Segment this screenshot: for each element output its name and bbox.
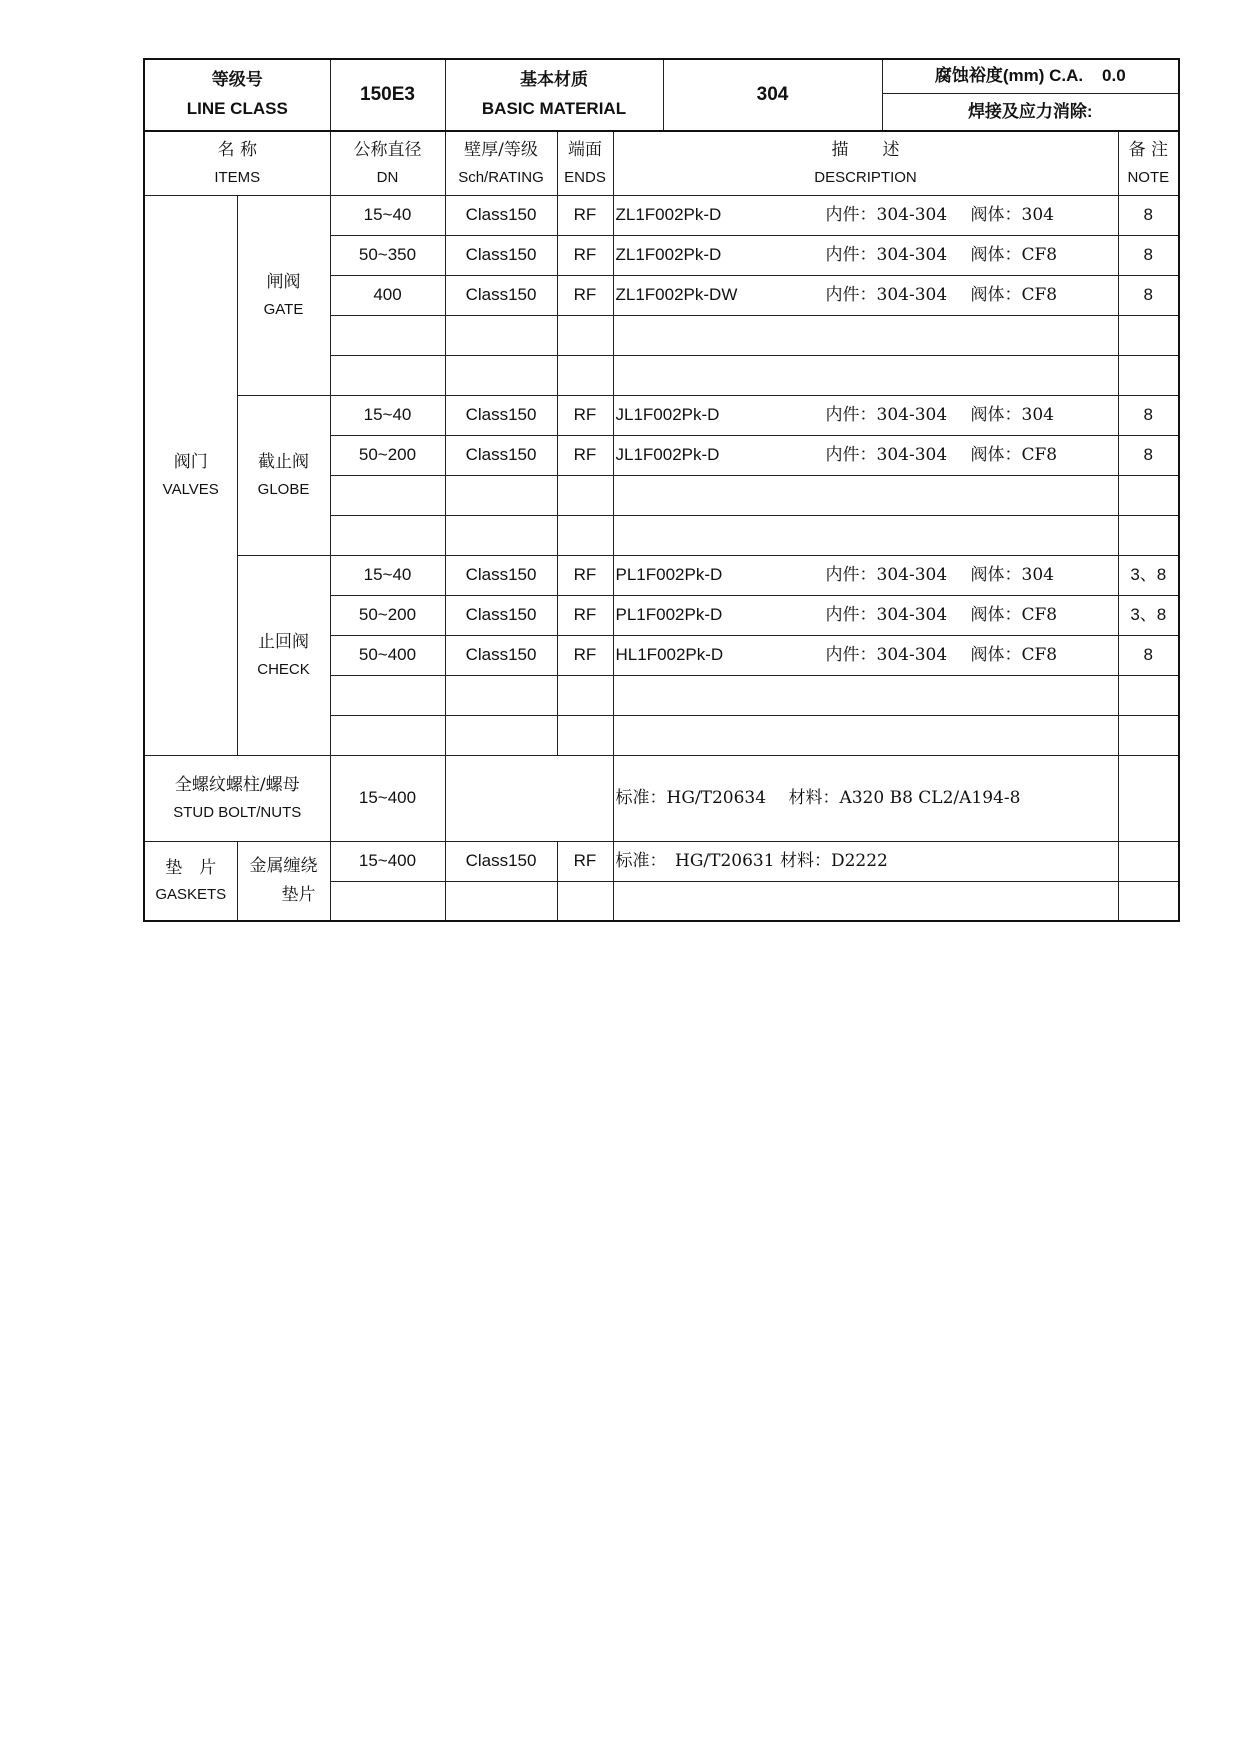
note-cell: 8 xyxy=(1118,635,1179,675)
col-note: 备 注 NOTE xyxy=(1118,131,1179,195)
rating-cell: Class150 xyxy=(445,841,557,881)
description-cell: ZL1F002Pk-DW 内件：304-304 阀体：CF8 xyxy=(613,275,1118,315)
col-rating: 壁厚/等级 Sch/RATING xyxy=(445,131,557,195)
basic-material-cn: 基本材质 xyxy=(520,70,588,90)
bolts-label: 全螺纹螺柱/螺母 STUD BOLT/NUTS xyxy=(144,755,330,841)
gate-valve-label: 闸阀 GATE xyxy=(237,195,330,395)
dn-cell: 15~40 xyxy=(330,555,445,595)
description-cell: PL1F002Pk-D 内件：304-304 阀体：304 xyxy=(613,555,1118,595)
gaskets-label: 垫 片 GASKETS xyxy=(144,841,237,921)
valves-group-label: 阀门 VALVES xyxy=(144,195,237,755)
basic-material-header xyxy=(445,59,663,131)
col-ends: 端面 ENDS xyxy=(557,131,613,195)
basic-material-en: BASIC MATERIAL xyxy=(481,99,627,118)
rating-cell: Class150 xyxy=(445,235,557,275)
table-row xyxy=(144,755,1179,841)
rating-cell: Class150 xyxy=(445,435,557,475)
ends-cell: RF xyxy=(557,555,613,595)
description-cell: JL1F002Pk-D 内件：304-304 阀体：CF8 xyxy=(613,435,1118,475)
description-cell: PL1F002Pk-D 内件：304-304 阀体：CF8 xyxy=(613,595,1118,635)
table-row xyxy=(144,841,1179,881)
rating-cell: Class150 xyxy=(445,635,557,675)
table-row xyxy=(144,555,1179,595)
rating-cell: Class150 xyxy=(445,555,557,595)
ends-cell: RF xyxy=(557,275,613,315)
note-cell: 3、8 xyxy=(1118,595,1179,635)
description-cell: HL1F002Pk-D 内件：304-304 阀体：CF8 xyxy=(613,635,1118,675)
description-cell: ZL1F002Pk-D 内件：304-304 阀体：CF8 xyxy=(613,235,1118,275)
ends-cell: RF xyxy=(557,195,613,235)
note-cell: 8 xyxy=(1118,275,1179,315)
dn-cell: 15~400 xyxy=(330,841,445,881)
dn-cell: 50~200 xyxy=(330,595,445,635)
gasket-type-label: 金属缠绕 垫片 xyxy=(237,841,330,921)
globe-valve-label: 截止阀 GLOBE xyxy=(237,395,330,555)
dn-cell: 15~40 xyxy=(330,395,445,435)
ends-cell: RF xyxy=(557,635,613,675)
description-cell: JL1F002Pk-D 内件：304-304 阀体：304 xyxy=(613,395,1118,435)
ends-cell: RF xyxy=(557,435,613,475)
line-class-cn: 等级号 xyxy=(211,70,263,90)
description-cell: 标准： HG/T20631 材料：D2222 xyxy=(613,841,1118,881)
table-row xyxy=(144,195,1179,235)
ends-cell: RF xyxy=(557,235,613,275)
check-valve-label: 止回阀 CHECK xyxy=(237,555,330,755)
dn-cell: 15~40 xyxy=(330,195,445,235)
note-cell: 3、8 xyxy=(1118,555,1179,595)
rating-cell: Class150 xyxy=(445,595,557,635)
col-items: 名 称 ITEMS xyxy=(144,131,330,195)
note-cell: 8 xyxy=(1118,395,1179,435)
line-class-value: 150E3 xyxy=(330,59,445,131)
rating-cell: Class150 xyxy=(445,195,557,235)
dn-cell: 15~400 xyxy=(330,755,445,841)
ends-cell: RF xyxy=(557,395,613,435)
rating-cell: Class150 xyxy=(445,275,557,315)
ca-label: 腐蚀裕度(mm) C.A. xyxy=(934,66,1084,86)
ends-cell: RF xyxy=(557,595,613,635)
dn-cell: 400 xyxy=(330,275,445,315)
piping-class-table xyxy=(143,58,1180,922)
col-description: 描 述 DESCRIPTION xyxy=(613,131,1118,195)
rating-cell: Class150 xyxy=(445,395,557,435)
note-cell: 8 xyxy=(1118,235,1179,275)
col-dn: 公称直径 DN xyxy=(330,131,445,195)
line-class-en: LINE CLASS xyxy=(186,99,288,118)
description-cell: 标准：HG/T20634 材料：A320 B8 CL2/A194-8 xyxy=(613,755,1118,841)
line-class-header xyxy=(144,59,330,131)
table-row xyxy=(144,395,1179,435)
ca-value: 0.0 xyxy=(1102,66,1126,86)
piping-class-sheet xyxy=(143,58,1178,922)
note-cell: 8 xyxy=(1118,435,1179,475)
dn-cell: 50~200 xyxy=(330,435,445,475)
dn-cell: 50~350 xyxy=(330,235,445,275)
pwht-label: 焊接及应力消除: xyxy=(882,93,1179,131)
corrosion-allowance xyxy=(882,59,1179,93)
ends-cell: RF xyxy=(557,841,613,881)
basic-material-value: 304 xyxy=(663,59,882,131)
note-cell: 8 xyxy=(1118,195,1179,235)
dn-cell: 50~400 xyxy=(330,635,445,675)
description-cell: ZL1F002Pk-D 内件：304-304 阀体：304 xyxy=(613,195,1118,235)
